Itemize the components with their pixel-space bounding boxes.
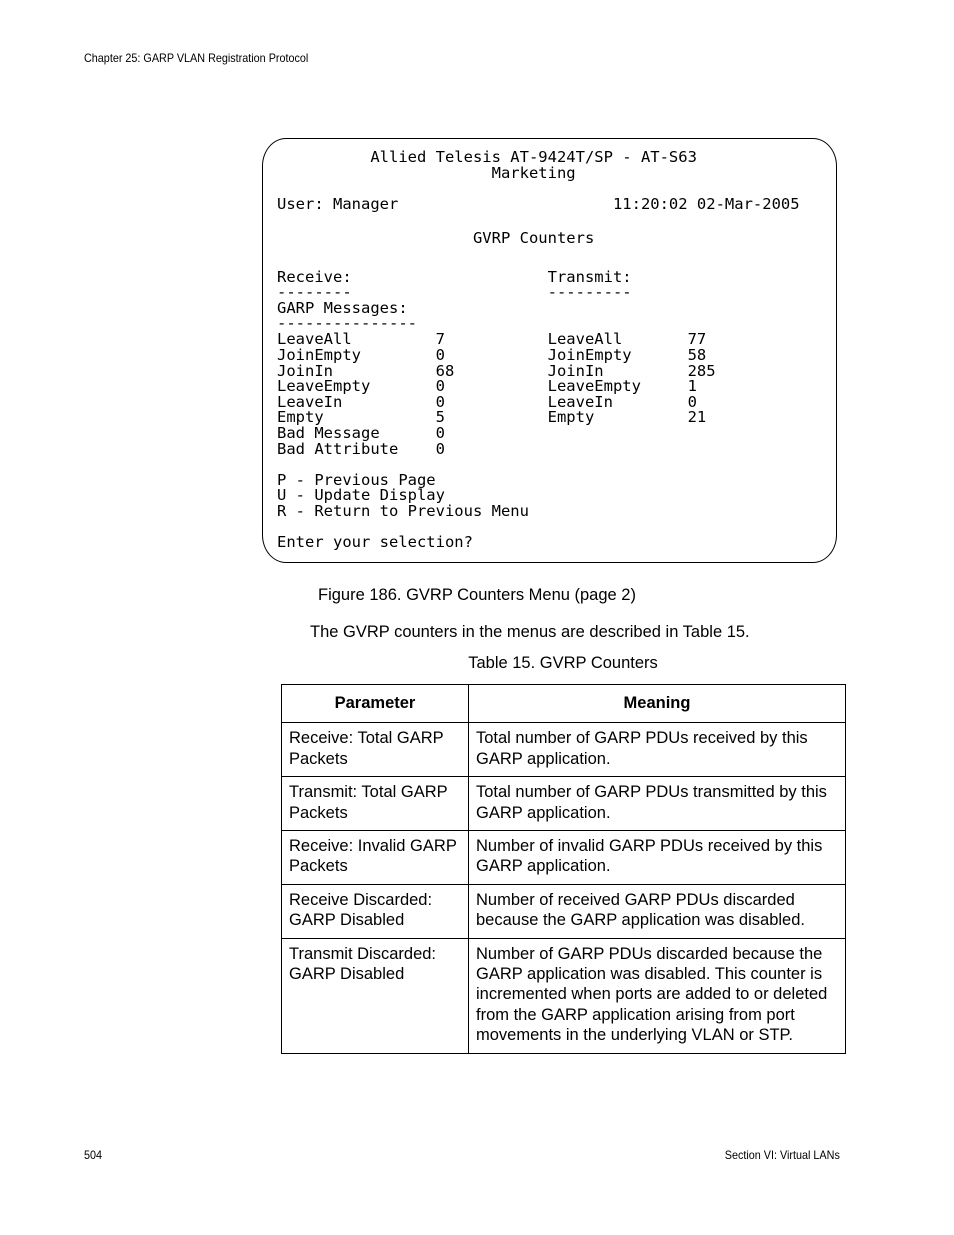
table-row bbox=[282, 831, 846, 885]
terminal-line: P - Previous Page bbox=[277, 471, 436, 489]
table-caption: Table 15. GVRP Counters bbox=[468, 654, 658, 672]
terminal-line: --------------- bbox=[277, 314, 417, 332]
meaning-cell: Number of GARP PDUs discarded because the GARP application was disabled. This counter is incremented when ports are added to or deleted from the GARP application arising from port movements in the underlying VLAN or STP. bbox=[469, 938, 846, 1053]
table-row bbox=[282, 884, 846, 938]
running-head: Chapter 25: GARP VLAN Registration Protocol bbox=[84, 51, 309, 65]
terminal-line: User: Manager 11:20:02 02-Mar-2005 bbox=[277, 195, 800, 213]
terminal-line: Bad Attribute 0 bbox=[277, 440, 445, 458]
table-row bbox=[282, 777, 846, 831]
intro-paragraph: The GVRP counters in the menus are described in Table 15. bbox=[310, 623, 750, 641]
terminal-line: LeaveAll 7 LeaveAll 77 bbox=[277, 330, 707, 348]
terminal-line: Enter your selection? bbox=[277, 533, 473, 551]
table-header-row bbox=[282, 685, 846, 723]
terminal-line: LeaveIn 0 LeaveIn 0 bbox=[277, 393, 697, 411]
terminal-line: Receive: Transmit: bbox=[277, 268, 632, 286]
page-number: 504 bbox=[84, 1148, 103, 1162]
parameter-cell: Receive Discarded: GARP Disabled bbox=[282, 884, 469, 938]
figure-caption: Figure 186. GVRP Counters Menu (page 2) bbox=[318, 586, 636, 604]
table-row bbox=[282, 723, 846, 777]
meaning-cell: Total number of GARP PDUs transmitted by this GARP application. bbox=[469, 777, 846, 831]
parameter-cell: Transmit: Total GARP Packets bbox=[282, 777, 469, 831]
terminal-line: JoinIn 68 JoinIn 285 bbox=[277, 362, 716, 380]
parameter-cell: Receive: Invalid GARP Packets bbox=[282, 831, 469, 885]
gvrp-counters-table bbox=[281, 684, 846, 1054]
parameter-cell: Receive: Total GARP Packets bbox=[282, 723, 469, 777]
parameter-cell: Transmit Discarded: GARP Disabled bbox=[282, 938, 469, 1053]
terminal-line: Bad Message 0 bbox=[277, 424, 445, 442]
terminal-line: LeaveEmpty 0 LeaveEmpty 1 bbox=[277, 377, 697, 395]
column-header-meaning: Meaning bbox=[469, 685, 846, 723]
terminal-line: GARP Messages: bbox=[277, 299, 408, 317]
meaning-cell: Total number of GARP PDUs received by this GARP application. bbox=[469, 723, 846, 777]
terminal-line: Allied Telesis AT-9424T/SP - AT-S63 bbox=[277, 148, 697, 166]
column-header-parameter: Parameter bbox=[282, 685, 469, 723]
terminal-line: JoinEmpty 0 JoinEmpty 58 bbox=[277, 346, 707, 364]
meaning-cell: Number of received GARP PDUs discarded because the GARP application was disabled. bbox=[469, 884, 846, 938]
terminal-line: GVRP Counters bbox=[277, 229, 595, 247]
terminal-line: -------- --------- bbox=[277, 283, 632, 301]
meaning-cell: Number of invalid GARP PDUs received by this GARP application. bbox=[469, 831, 846, 885]
terminal-line: Marketing bbox=[277, 164, 576, 182]
terminal-line: R - Return to Previous Menu bbox=[277, 502, 529, 520]
section-footer: Section VI: Virtual LANs bbox=[724, 1148, 840, 1162]
terminal-line: U - Update Display bbox=[277, 486, 445, 504]
table-row bbox=[282, 938, 846, 1053]
terminal-line: Empty 5 Empty 21 bbox=[277, 408, 707, 426]
